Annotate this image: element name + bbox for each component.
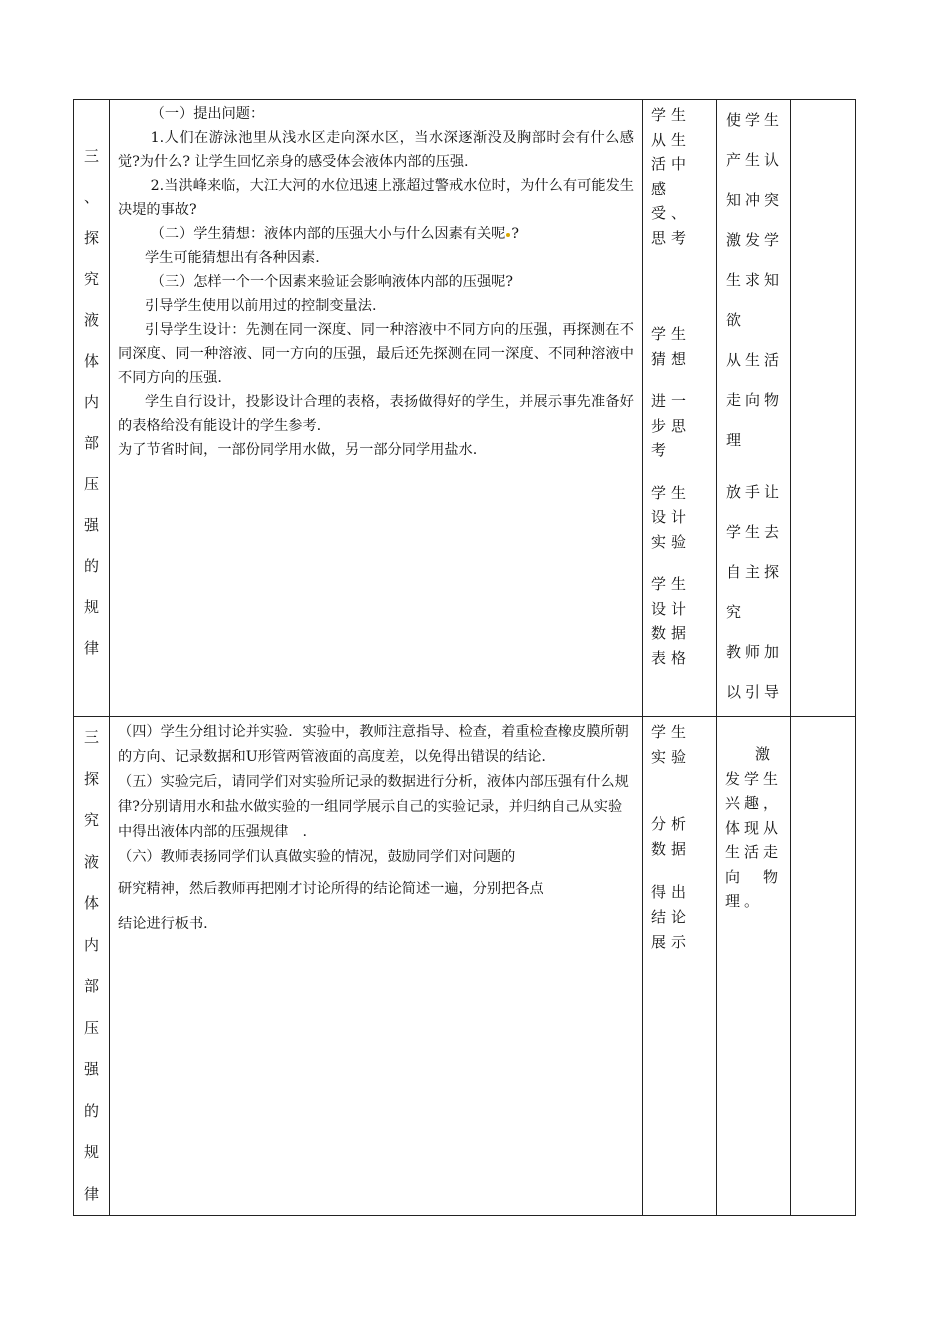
section-char: 探 (83, 769, 99, 788)
design-intent-cell (717, 100, 791, 717)
activity-item: 学生设计实验 (651, 483, 692, 551)
student-activity-cell (643, 100, 717, 717)
teaching-content-cell (110, 100, 643, 717)
activity-item: 学生设计数据表格 (651, 575, 692, 667)
section-char: 部 (83, 434, 99, 452)
section-title-cell (74, 100, 110, 717)
student-activity (643, 100, 716, 670)
activity-item: 展示 (651, 933, 692, 951)
activity-item: 进一步思考 (651, 392, 692, 459)
intent-line: 学生去 (726, 523, 784, 541)
section-char: 规 (83, 1143, 99, 1161)
section-char: 体 (83, 894, 99, 912)
section-char: 强 (83, 516, 99, 534)
content-paragraph: 引导学生设计：先测在同一深度、同一种溶液中不同方向的压强，再探测在不同深度、同一种溶液、同一方向的压强，最后还先探测在同一深度、不同种溶液中不同方向的压强. (118, 322, 634, 386)
section-char: 的 (83, 1101, 99, 1120)
teaching-content (110, 717, 642, 940)
student-activity-cell (643, 717, 717, 1216)
content-paragraph: （三）怎样一个一个因素来验证会影响液体内部的压强呢? (150, 274, 513, 290)
section-char: 内 (83, 935, 99, 954)
intent-line: 走向物 (726, 391, 784, 409)
content-paragraph: （六）教师表扬同学们认真做实验的情况，鼓励同学们对问题的 (118, 849, 516, 865)
design-intent (717, 100, 790, 712)
activity-item: 学生从生活中感受、思考 (651, 106, 692, 247)
section-char: 内 (83, 393, 99, 411)
content-paragraph: 引导学生使用以前用过的控制变量法. (144, 298, 377, 314)
teaching-content (110, 100, 642, 462)
content-paragraph: （五）实验完后，请同学们对实验所记录的数据进行分析，液体内部压强有什么规律?分别请用水和盐水做实验的一组同学展示自己的实验记录，并归纳自己从实验中得出液体内部的压强规律 . (118, 774, 629, 840)
highlight-dot (506, 233, 510, 237)
section-char: 、 (83, 188, 99, 206)
intent-line: 使学生 (726, 111, 784, 129)
content-paragraph: 2.当洪峰来临，大江大河的水位迅速上涨超过警戒水位时，为什么有可能发生决堤的事故? (118, 178, 634, 218)
empty-cell (791, 100, 856, 717)
intent-line: 从生活 (726, 351, 784, 369)
intent-text: 激发学生兴趣，体现从生活走向 物理。 (725, 745, 783, 910)
intent-line: 理 (726, 431, 746, 449)
activity-item: 学生猜想 (651, 325, 692, 368)
lesson-plan-table (73, 99, 856, 1216)
section-char: 体 (83, 352, 99, 370)
intent-line: 放手让 (726, 483, 784, 501)
section-char: 律 (83, 639, 99, 657)
teaching-content-cell (110, 717, 643, 1216)
content-paragraph: 学生可能猜想出有各种因素. (144, 250, 320, 266)
section-char: 律 (83, 1184, 99, 1203)
student-activity (643, 717, 716, 955)
empty-cell (791, 717, 856, 1216)
section-char: 液 (83, 852, 99, 871)
content-paragraph: 学生自行设计，投影设计合理的表格，表扬做得好的学生，并展示事先准备好的表格给没有能设计的学生参考. (118, 394, 634, 434)
intent-line: 以引导 (726, 683, 784, 701)
intent-line: 教师加 (726, 643, 784, 661)
activity-item: 学生实验 (651, 723, 692, 766)
intent-line: 生求知 (726, 271, 784, 289)
design-intent-cell (717, 717, 791, 1216)
content-text: ? (511, 226, 519, 242)
section-char: 压 (83, 475, 99, 493)
section-char: 探 (83, 229, 99, 247)
content-paragraph: （一）提出问题： (150, 106, 265, 122)
content-paragraph (118, 222, 634, 246)
section-char: 的 (83, 557, 99, 575)
content-paragraph: 为了节省时间，一部份同学用水做，另一部分同学用盐水. (118, 442, 478, 458)
intent-line: 欲 (726, 311, 746, 329)
content-paragraph: （四）学生分组讨论并实验．实验中，教师注意指导、检查，着重检查橡皮膜所朝的方向、记录数据和U形管两管液面的高度差，以免得出错误的结论. (118, 724, 629, 765)
section-title-vertical (74, 717, 109, 1215)
section-char: 三 (83, 728, 99, 746)
section-char: 究 (83, 270, 99, 288)
section-title-vertical (74, 100, 109, 669)
section-char: 规 (83, 598, 99, 616)
intent-line: 究 (726, 603, 746, 621)
intent-line: 知冲突 (726, 191, 784, 209)
activity-item: 分析数据 (651, 815, 692, 858)
section-char: 三 (83, 147, 99, 165)
section-char: 强 (83, 1060, 99, 1078)
intent-line: 激发学 (726, 231, 784, 249)
content-text: （二）学生猜想：液体内部的压强大小与什么因素有关呢 (150, 226, 506, 242)
section-title-cell (74, 717, 110, 1216)
intent-line: 自主探 (726, 563, 784, 581)
section-char: 压 (83, 1018, 99, 1037)
intent-line: 产生认 (726, 151, 784, 169)
content-paragraph: 结论进行板书. (118, 916, 208, 932)
section-char: 液 (83, 311, 99, 329)
table-row (74, 717, 856, 1216)
section-char: 部 (83, 977, 99, 995)
design-intent (717, 717, 790, 914)
content-paragraph: 研究精神，然后教师再把刚才讨论所得的结论简述一遍，分别把各点 (118, 881, 544, 897)
activity-item: 得出结论 (651, 883, 692, 926)
content-paragraph: 1.人们在游泳池里从浅水区走向深水区，当水深逐渐没及胸部时会有什么感觉?为什么? 让学生回忆亲身的感受体会液体内部的压强. (118, 130, 634, 170)
section-char: 究 (83, 811, 99, 829)
table-row (74, 100, 856, 717)
